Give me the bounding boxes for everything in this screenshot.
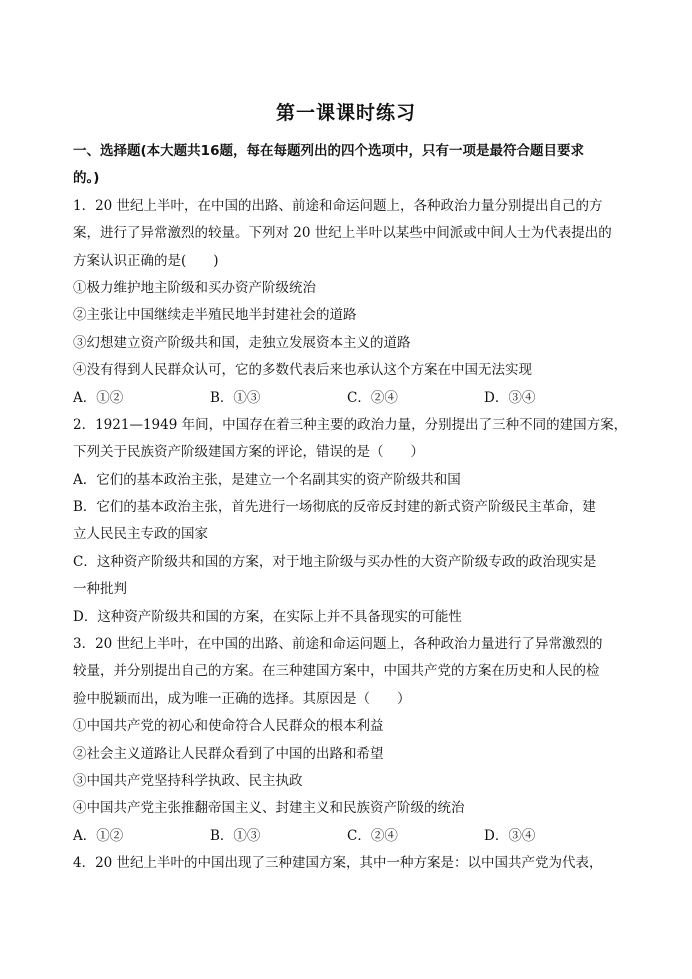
question-2-choice-line: D．这种资产阶级共和国的方案，在实际上并不具备现实的可能性 [73, 608, 462, 625]
option-a: A．①② [73, 389, 124, 406]
question-1-options [73, 385, 633, 412]
question-3 [73, 631, 633, 850]
document-body [73, 138, 633, 878]
option-a: A．①② [73, 827, 124, 844]
question-1-item: ②主张让中国继续走半殖民地半封建社会的道路 [73, 307, 357, 324]
section-heading-line-2: 的。) [73, 170, 100, 187]
option-d: D．③④ [484, 389, 536, 406]
question-1-stem-line: 方案认识正确的是( ) [73, 252, 219, 269]
question-2-choice-line: B．它们的基本政治主张，首先进行一场彻底的反帝反封建的新式资产阶级民主革命，建 [73, 499, 596, 516]
question-1-item: ③幻想建立资产阶级共和国，走独立发展资本主义的道路 [73, 334, 411, 351]
question-2-stem-line: 2．1921—1949 年间，中国存在着三种主要的政治力量，分别提出了三种不同的建国方案， [73, 416, 628, 433]
question-2-choice-line: A．它们的基本政治主张，是建立一个名副其实的资产阶级共和国 [73, 471, 461, 488]
question-1-item: ④没有得到人民群众认可，它的多数代表后来也承认这个方案在中国无法实现 [73, 362, 532, 379]
question-2-stem-line: 下列关于民族资产阶级建国方案的评论，错误的是（ ） [73, 444, 424, 461]
question-2-choice-line: C．这种资产阶级共和国的方案，对于地主阶级与买办性的大资产阶级专政的政治现实是 [73, 553, 597, 570]
question-3-options [73, 823, 633, 850]
question-2-choice-line: 一种批判 [73, 581, 127, 598]
question-1-item: ①极力维护地主阶级和买办资产阶级统治 [73, 279, 316, 296]
option-c: C．②④ [347, 827, 398, 844]
question-1-stem-line: 案，进行了异常激烈的较量。下列对 20 世纪上半叶以某些中间派或中间人士为代表提出的 [73, 225, 612, 242]
question-3-item: ①中国共产党的初心和使命符合人民群众的根本利益 [73, 718, 384, 735]
question-3-item: ③中国共产党坚持科学执政、民主执政 [73, 772, 303, 789]
question-4-stem-line: 4．20 世纪上半叶的中国出现了三种建国方案，其中一种方案是：以中国共产党为代表， [73, 855, 603, 872]
question-3-item: ②社会主义道路让人民群众看到了中国的出路和希望 [73, 745, 384, 762]
question-3-stem-line: 较量，并分别提出自己的方案。在三种建国方案中，中国共产党的方案在历史和人民的检 [73, 663, 600, 680]
option-d: D．③④ [484, 827, 536, 844]
question-2-choice-line: 立人民民主专政的国家 [73, 526, 208, 543]
question-3-item: ④中国共产党主张推翻帝国主义、封建主义和民族资产阶级的统治 [73, 800, 465, 817]
section-heading-line-1: 一、选择题(本大题共16题，每在每题列出的四个选项中，只有一项是最符合题目要求 [73, 143, 584, 159]
question-2 [73, 412, 633, 631]
option-b: B．①③ [210, 389, 261, 406]
option-b: B．①③ [210, 827, 261, 844]
question-3-stem-line: 验中脱颖而出，成为唯一正确的选择。其原因是（ ） [73, 690, 411, 707]
question-4 [73, 850, 633, 877]
question-3-stem-line: 3．20 世纪上半叶，在中国的出路、前途和命运问题上，各种政治力量进行了异常激烈的 [73, 636, 603, 653]
question-1-stem-line: 1．20 世纪上半叶，在中国的出路、前途和命运问题上，各种政治力量分别提出自己的方 [73, 197, 603, 214]
question-1 [73, 193, 633, 412]
option-c: C．②④ [347, 389, 398, 406]
page-title: 第一课课时练习 [275, 102, 416, 124]
